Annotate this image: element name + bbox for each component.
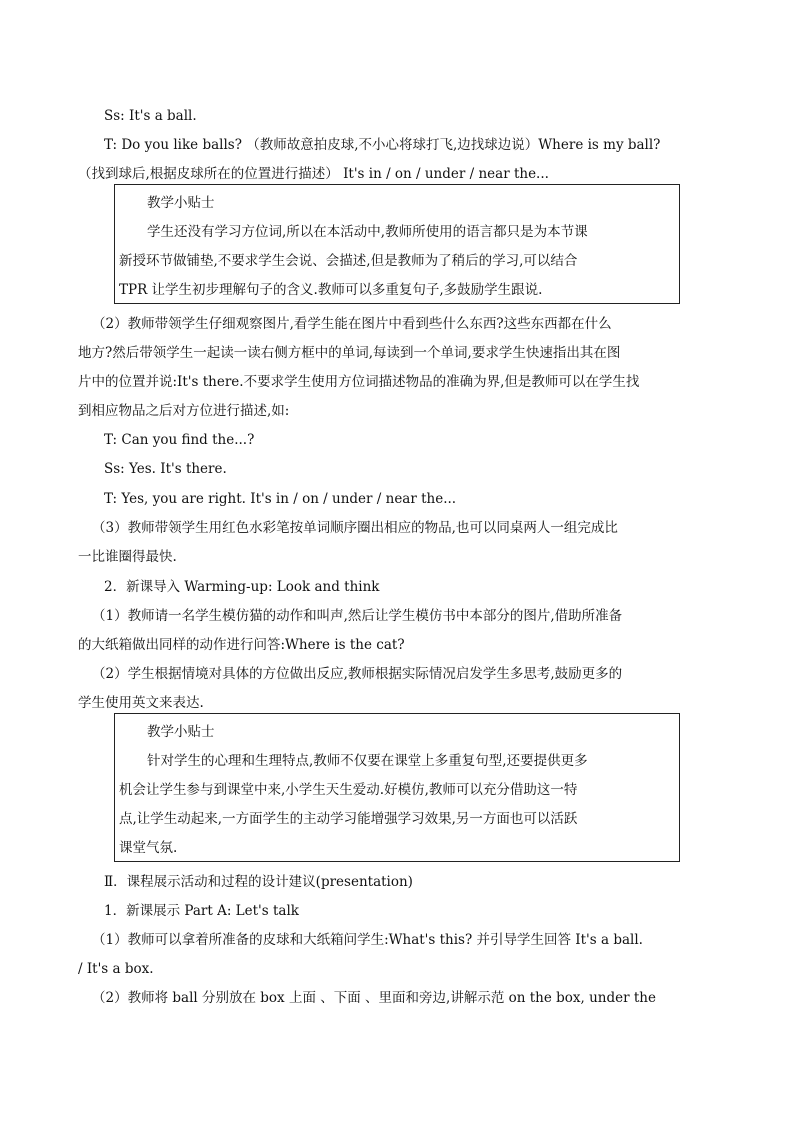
paragraph-line: 一比谁圈得最快. (78, 549, 177, 565)
paragraph-line: 地方?然后带领学生一起读一读右侧方框中的单词,每读到一个单词,要求学生快速指出其在图 (78, 345, 621, 361)
paragraph-line: （2）学生根据情境对具体的方位做出反应,教师根据实际情况启发学生多思考,鼓励更多的 (92, 666, 623, 682)
paragraph-line: （找到球后,根据皮球所在的位置进行描述） It's in / on / under / near the... (78, 166, 549, 182)
tip-text-line: 学生还没有学习方位词,所以在本活动中,教师所使用的语言都只是为本节课 (147, 224, 588, 240)
paragraph-line: （2）教师带领学生仔细观察图片,看学生能在图片中看到些什么东西?这些东西都在什么 (92, 316, 612, 332)
paragraph-line: 片中的位置并说:It's there.不要求学生使用方位词描述物品的准确为界,但是教师可以在学生找 (78, 374, 640, 390)
paragraph-line: 的大纸箱做出同样的动作进行问答:Where is the cat? (78, 637, 405, 653)
paragraph-line: （3）教师带领学生用红色水彩笔按单词顺序圈出相应的物品,也可以同桌两人一组完成比 (92, 520, 618, 536)
teaching-tip-box (114, 713, 680, 862)
paragraph-line: 学生使用英文来表达. (78, 695, 204, 711)
tip-text-line: 新授环节做铺垫,不要求学生会说、会描述,但是教师为了稍后的学习,可以结合 (119, 253, 578, 269)
paragraph-line: / It's a box. (78, 961, 154, 977)
section-heading: Ⅱ．课程展示活动和过程的设计建议(presentation) (104, 874, 413, 890)
tip-title: 教学小贴士 (147, 724, 215, 740)
dialogue-line: Ss: Yes. It's there. (104, 461, 227, 477)
dialogue-line: T: Yes, you are right. It's in / on / under / near the... (104, 491, 457, 507)
teaching-tip-box (114, 184, 680, 304)
tip-text-line: 点,让学生动起来,一方面学生的主动学习能增强学习效果,另一方面也可以活跃 (119, 811, 578, 827)
dialogue-line: T: Can you find the...? (104, 432, 255, 448)
paragraph-line: 到相应物品之后对方位进行描述,如: (78, 403, 290, 419)
section-heading: 2．新课导入 Warming-up: Look and think (104, 579, 380, 595)
tip-text-line: 针对学生的心理和生理特点,教师不仅要在课堂上多重复句型,还要提供更多 (147, 753, 588, 769)
tip-title: 教学小贴士 (147, 195, 215, 211)
paragraph-line: （2）教师将 ball 分别放在 box 上面 、下面 、里面和旁边,讲解示范 on the box, under the (92, 990, 656, 1006)
tip-text-line: 机会让学生参与到课堂中来,小学生天生爱动.好模仿,教师可以充分借助这一特 (119, 782, 578, 798)
tip-text-line: TPR 让学生初步理解句子的含义.教师可以多重复句子,多鼓励学生跟说. (119, 282, 543, 298)
dialogue-line: Ss: It's a ball. (104, 108, 197, 124)
paragraph-line: （1）教师可以拿着所准备的皮球和大纸箱问学生:What's this? 并引导学生回答 It's a ball. (92, 932, 643, 948)
tip-text-line: 课堂气氛. (119, 840, 178, 856)
paragraph-line: （1）教师请一名学生模仿猫的动作和叫声,然后让学生模仿书中本部分的图片,借助所准备 (92, 608, 623, 624)
section-heading: 1．新课展示 Part A: Let's talk (104, 903, 299, 919)
dialogue-line: T: Do you like balls? （教师故意拍皮球,不小心将球打飞,边找球边说）Where is my ball? (104, 137, 661, 153)
